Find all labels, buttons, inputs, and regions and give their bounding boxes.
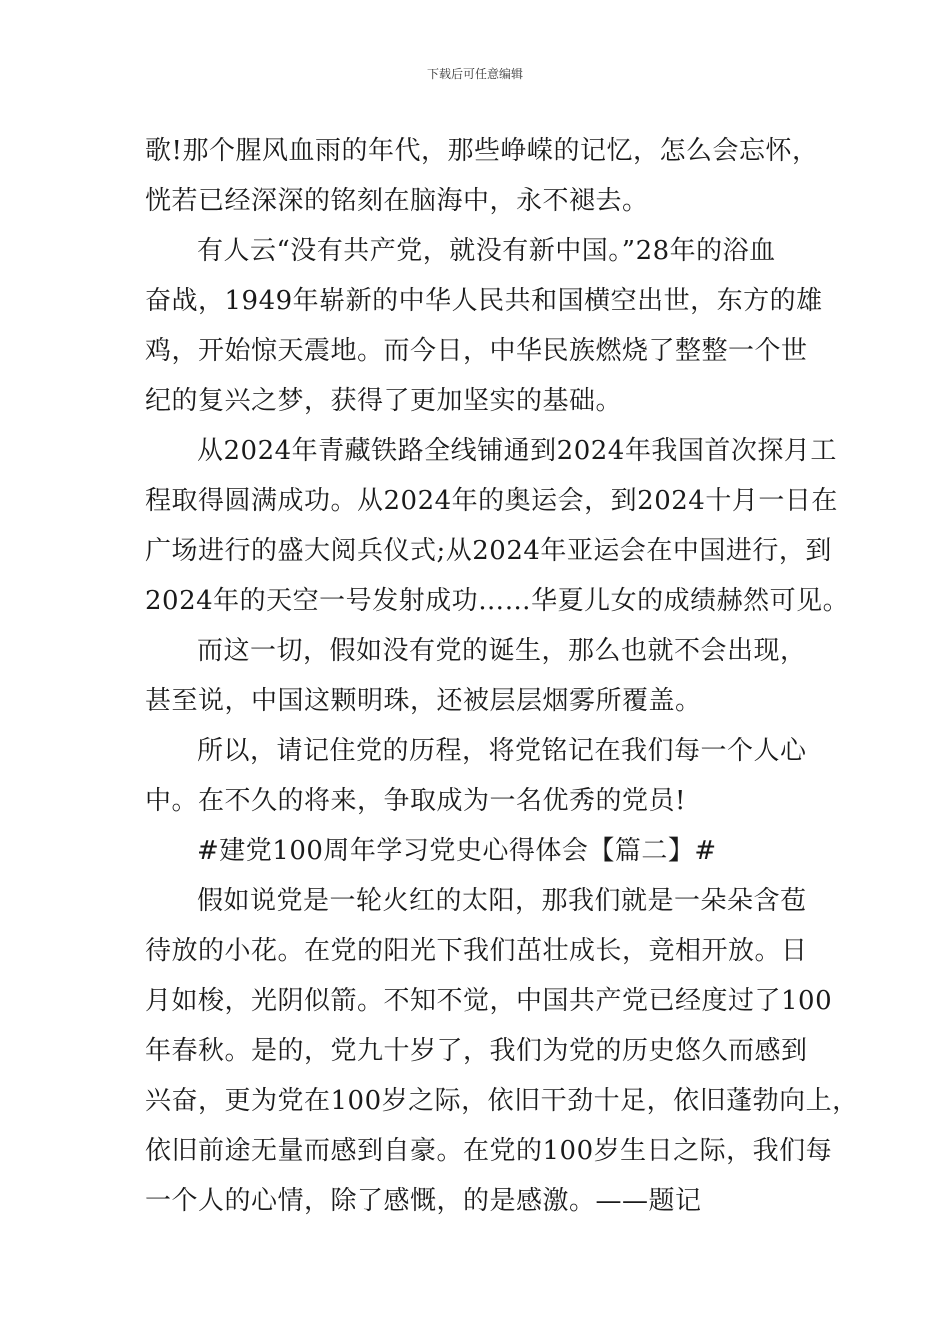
text-line: 甚至说，中国这颗明珠，还被层层烟雾所覆盖。 xyxy=(145,686,702,716)
text-line: 广场进行的盛大阅兵仪式;从2024年亚运会在中国进行，到 xyxy=(145,536,832,566)
paragraph-1 xyxy=(145,126,819,226)
text-line: 待放的小花。在党的阳光下我们茁壮成长，竞相开放。日 xyxy=(145,936,808,966)
text-line: 兴奋，更为党在100岁之际，依旧干劲十足，依旧蓬勃向上， xyxy=(145,1086,859,1116)
document-body xyxy=(145,126,859,1226)
text-line: 而这一切，假如没有党的诞生，那么也就不会出现， xyxy=(197,636,807,666)
text-line: 程取得圆满成功。从2024年的奥运会，到2024十月一日在 xyxy=(145,486,838,516)
text-line: 年春秋。是的，党九十岁了，我们为党的历史悠久而感到 xyxy=(145,1036,808,1066)
text-line: 依旧前途无量而感到自豪。在党的100岁生日之际，我们每 xyxy=(145,1136,833,1166)
text-line: 假如说党是一轮火红的太阳，那我们就是一朵朵含苞 xyxy=(197,886,807,916)
text-line: 中。在不久的将来，争取成为一名优秀的党员! xyxy=(145,786,686,816)
paragraph-2 xyxy=(145,226,823,426)
paragraph-6 xyxy=(145,876,859,1226)
text-line: 2024年的天空一号发射成功……华夏儿女的成绩赫然可见。 xyxy=(145,586,850,616)
text-line: 鸡，开始惊天震地。而今日，中华民族燃烧了整整一个世 xyxy=(145,336,808,366)
text-line: 恍若已经深深的铭刻在脑海中，永不褪去。 xyxy=(145,186,649,216)
page-header-note: 下载后可任意编辑 xyxy=(426,67,523,81)
text-line: 所以，请记住党的历程，将党铭记在我们每一个人心 xyxy=(197,736,807,766)
paragraph-3 xyxy=(145,426,850,626)
text-line: 一个人的心情，除了感慨，的是感激。——题记 xyxy=(145,1186,702,1216)
section-title: #建党100周年学习党史心得体会【篇二】# xyxy=(197,836,717,866)
text-line: 从2024年青藏铁路全线铺通到2024年我国首次探月工 xyxy=(197,436,837,466)
text-line: 奋战，1949年崭新的中华人民共和国横空出世，东方的雄 xyxy=(145,286,823,316)
text-line: 有人云“没有共产党，就没有新中国。”28年的浴血 xyxy=(197,236,776,266)
text-line: 纪的复兴之梦，获得了更加坚实的基础。 xyxy=(145,386,623,416)
text-line: 月如梭，光阴似箭。不知不觉，中国共产党已经度过了100 xyxy=(145,986,833,1016)
paragraph-5 xyxy=(145,726,815,826)
section-heading xyxy=(145,826,815,876)
text-line: 歌!那个腥风血雨的年代，那些峥嵘的记忆，怎么会忘怀， xyxy=(145,136,819,166)
paragraph-4 xyxy=(145,626,815,726)
